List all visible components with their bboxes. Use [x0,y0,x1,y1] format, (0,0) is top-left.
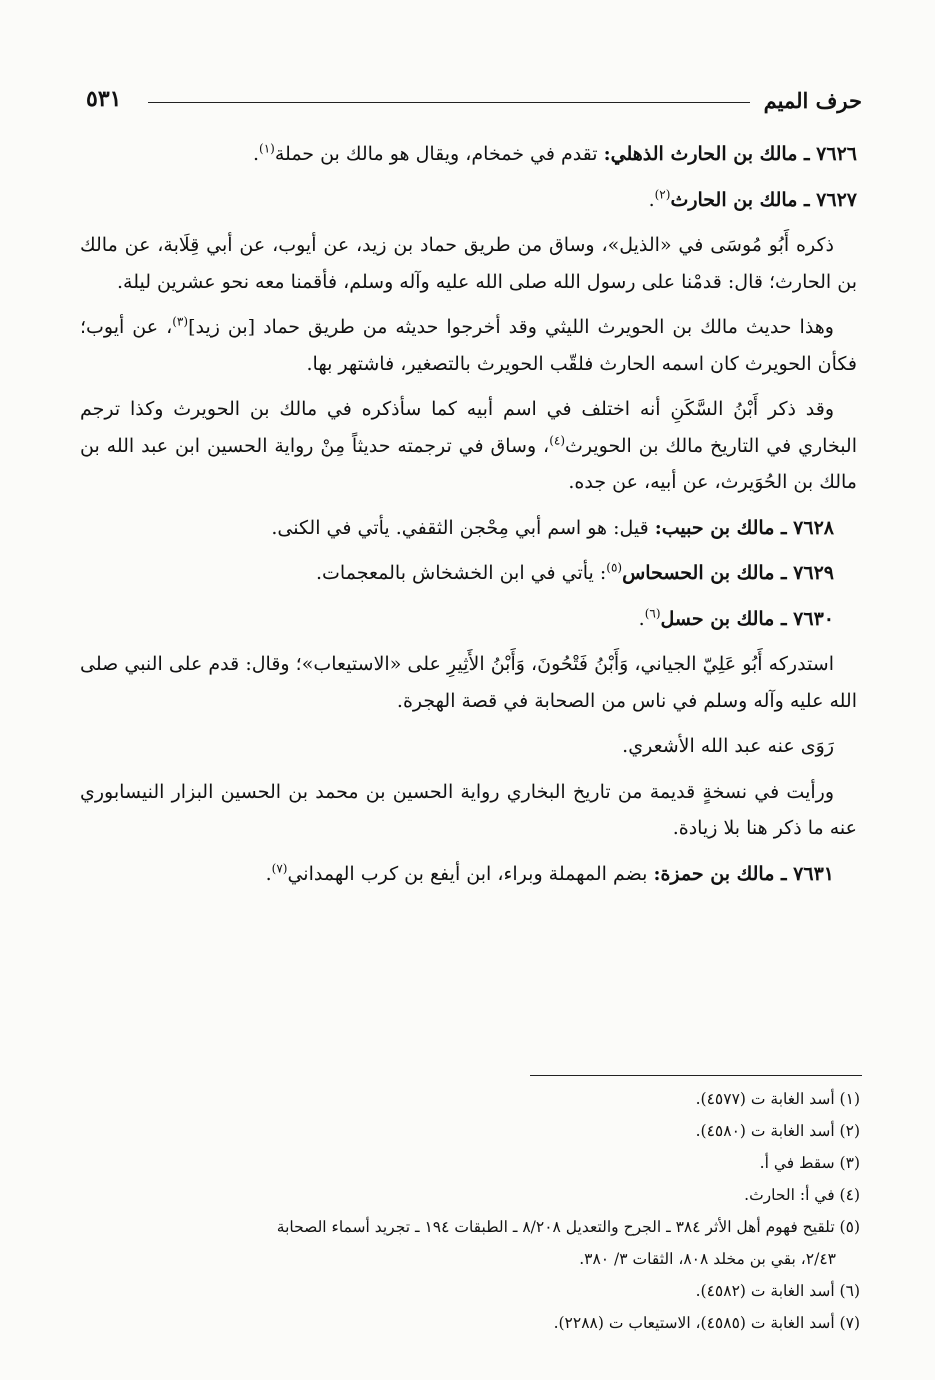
paragraph [80,309,857,382]
footnote-5: (٥) تلقيح فهوم أهل الأثر ٣٨٤ ـ الجرح والتعديل ٨/٢٠٨ ـ الطبقات ١٩٤ ـ تجريد أسماء الصحابة [276,1218,860,1236]
footnote-ref[interactable]: (٣) [172,314,189,329]
footnote-ref[interactable]: (٥) [606,560,623,575]
entry-end: . [648,188,655,211]
footnote-6: (٦) أسد الغابة ت (٤٥٨٢). [695,1282,860,1300]
entry-heading: ٧٦٢٨ ـ مالك بن حبيب: [654,516,834,539]
footnote-7: (٧) أسد الغابة ت (٤٥٨٥)، الاستيعاب ت (٢٢٨٨). [553,1314,860,1332]
entry-heading: ٧٦٢٦ ـ مالك بن الحارث الذهلي: [603,143,857,165]
footnote-4: (٤) في أ: الحارث. [744,1186,860,1204]
footnote-ref[interactable]: (٢) [654,187,671,202]
entry-text: تقدم في خمخام، ويقال هو مالك بن حملة [274,143,604,165]
footnote-ref[interactable]: (٦) [644,606,661,621]
entry-text: قيل: هو اسم أبي مِحْجن الثقفي. يأتي في الكنى. [271,516,655,539]
footnote-3: (٣) سقط في أ. [759,1154,860,1172]
entry-heading: ٧٦٢٩ ـ مالك بن الحسحاس [622,562,834,584]
paragraph: استدركه أَبُو عَلِيّ الجياني، وَأَبْنُ فَتْحُونَ، وَأَبْنُ الأَثِيرِ على «الاستيعاب»؛ وقال: قدم على النبي صلى الله عليه وآله وسلم في ناس من الصحابة في قصة الهجرة. [80,653,857,712]
entry-heading: ٧٦٣١ ـ مالك بن حمزة: [653,862,834,885]
footnote-rule [530,1075,862,1076]
entry-7628 [80,510,857,547]
entry-end: . [265,862,272,885]
entry-7626 [80,136,857,173]
running-title: حرف الميم [763,88,862,113]
paragraph-text: ، عن أيوب؛ فكأن الحويرث كان اسمه الحارث فلقّب الحويرث بالتصغير، فاشتهر بها. [80,316,857,375]
footnotes [80,1083,860,1339]
entry-7627 [80,182,857,219]
paragraph: رَوَى عنه عبد الله الأشعري. [622,735,834,757]
paragraph: ذكره أَبُو مُوسَى في «الذيل»، وساق من طريق حماد بن زيد، عن أيوب، عن أبي قِلَابة، عن مالك بن الحارث؛ قال: قدمْنا على رسول الله صلى الله عليه وآله وسلم، فأقمنا معه نحو عشرين ليلة. [80,234,857,293]
entry-7630 [80,601,857,638]
entry-7631 [80,856,857,893]
main-text [80,136,857,901]
paragraph-text: وهذا حديث مالك بن الحويرث الليثي وقد أخرجوا حديثه من طريق حماد [بن زيد] [188,316,834,338]
footnote-5-continued: ٢/٤٣، بقي بن مخلد ٨٠٨، الثقات ٣/ ٣٨٠. [579,1250,836,1268]
entry-7629 [80,555,857,592]
paragraph: ورأيت في نسخةٍ قديمة من تاريخ البخاري رواية الحسين بن محمد بن الحسين البزار النيسابوري عنه ما ذكر هنا بلا زيادة. [80,780,857,839]
paragraph-text: ، وساق في ترجمته حديثاً مِنْ رواية الحسين ابن عبد الله بن مالك بن الحُوَيرث، عن أبيه، عن جده. [80,434,857,493]
entry-end: . [638,607,645,630]
paragraph [80,391,857,501]
footnote-ref[interactable]: (١) [259,141,275,156]
page-number: ٥٣١ [86,86,122,112]
entry-end: . [252,143,260,165]
footnote-ref[interactable]: (٤) [549,433,566,448]
entry-heading: ٧٦٣٠ ـ مالك بن حسل [660,607,834,630]
footnote-ref[interactable]: (٧) [271,861,288,876]
footnote-2: (٢) أسد الغابة ت (٤٥٨٠). [695,1122,860,1140]
entry-text: بضم المهملة وبراء، ابن أيفع بن كرب الهمداني [287,862,654,885]
entry-text: : يأتي في ابن الخشخاش بالمعجمات. [316,562,607,584]
entry-heading: ٧٦٢٧ ـ مالك بن الحارث [670,188,857,211]
paragraph-text: وقد ذكر أَبْنُ السَّكَنِ أنه اختلف في اسم أبيه كما سأذكره في مالك بن الحويرث وكذا ترجم البخاري في التاريخ مالك بن الحويرث [80,398,858,457]
header-rule [148,102,750,103]
footnote-1: (١) أسد الغابة ت (٤٥٧٧). [695,1090,860,1108]
